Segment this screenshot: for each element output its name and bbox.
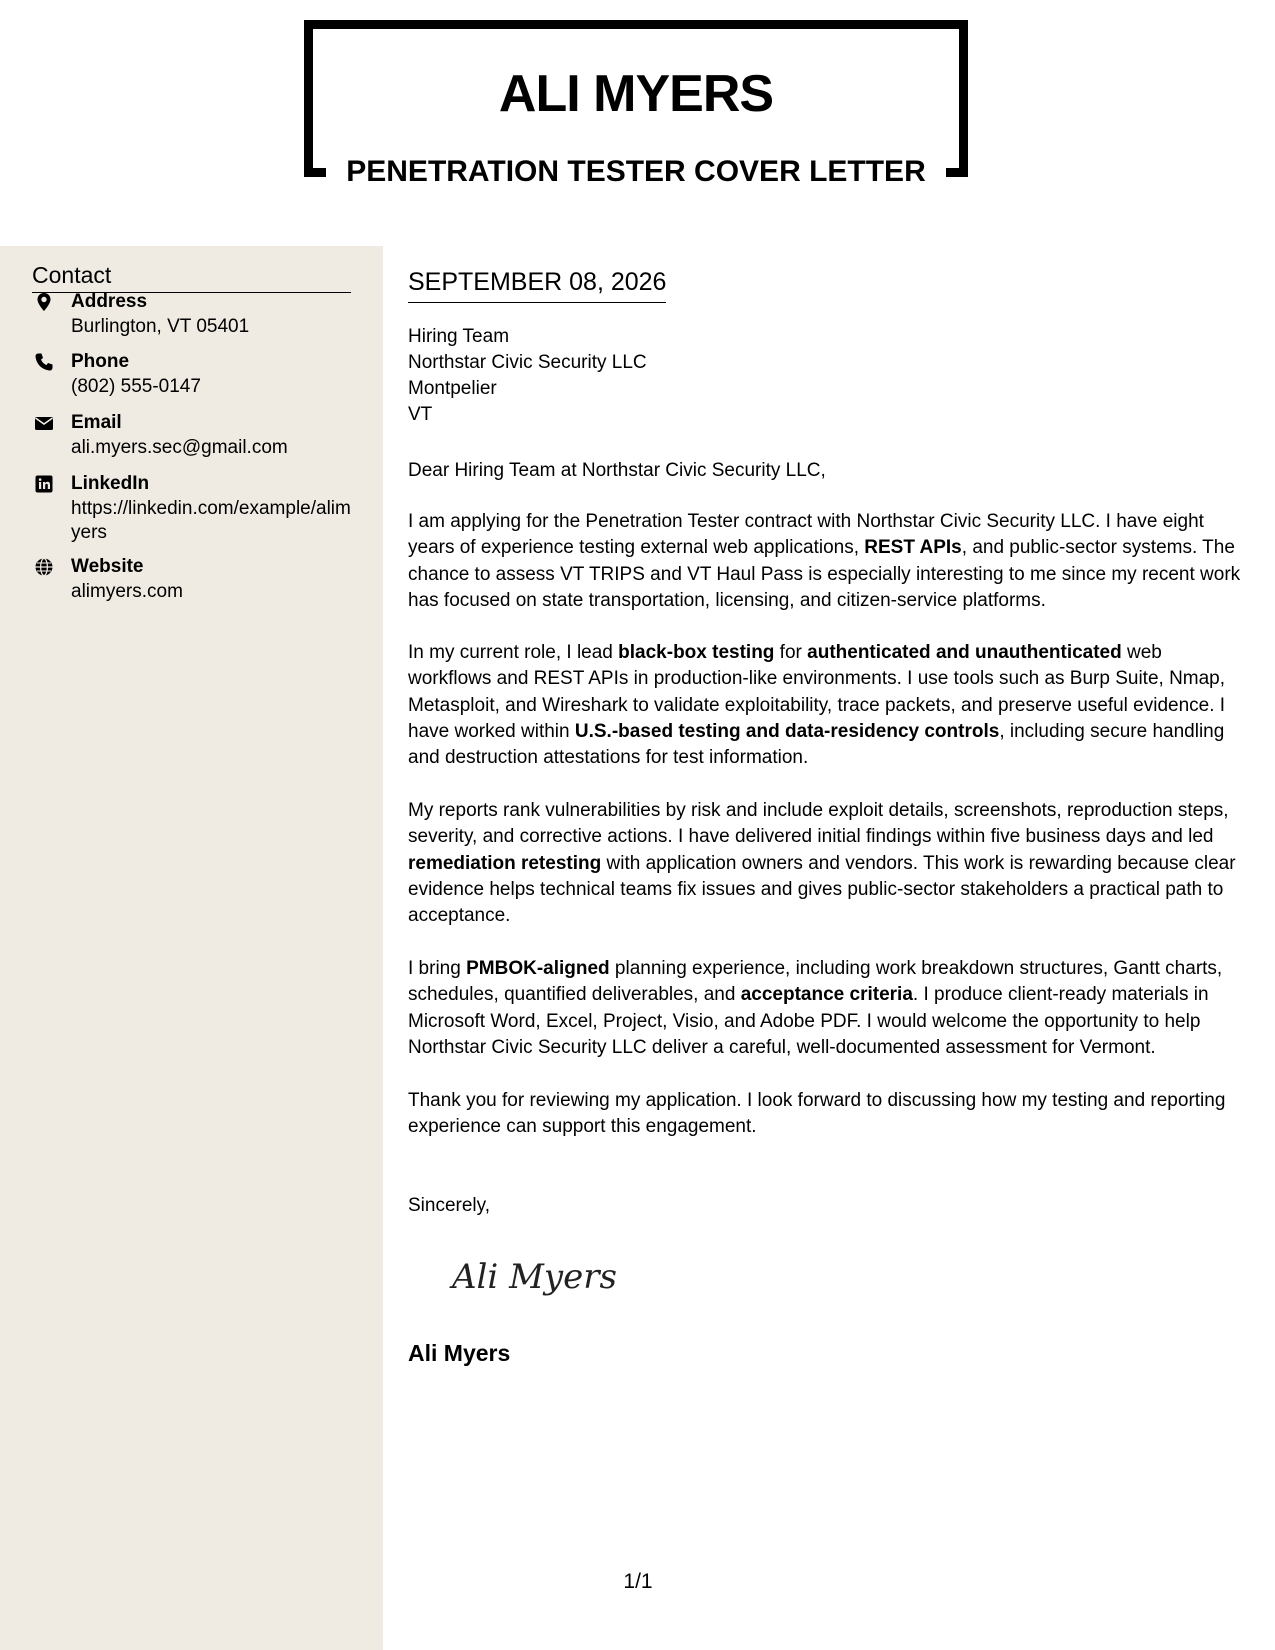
paragraph-2 [408,640,1248,771]
document-title [304,152,968,192]
paragraph-5: Thank you for reviewing my application. I look forward to discussing how my testing and reporting experience can support this engagement. [408,1090,1226,1138]
paragraph-4 [408,956,1248,1061]
contact-label: Phone [71,351,130,372]
contact-label: LinkedIn [71,473,150,494]
text-run: . I produce client-ready materials in Microsoft Word, Excel, Project, Visio, and Adobe PDF. I would welcome the opportunity to help Northstar Civic Security LLC deliver a careful, well-documented assessment for Vermont. [408,984,1209,1058]
text-run: planning experience, including work breakdown structures, Gantt charts, schedules, quantified deliverables, and [408,958,1223,1006]
contact-label: Address [71,291,148,312]
page-number: 1/1 [623,1570,653,1593]
paragraph-1 [408,509,1248,614]
recipient-line: VT [408,404,433,425]
linkedin-icon [34,474,54,494]
contact-label: Email [71,412,122,433]
phone-icon [34,352,54,372]
text-run-bold: black-box testing [618,642,775,663]
document-title-text: PENETRATION TESTER COVER LETTER [336,155,935,188]
contact-value: (802) 555-0147 [71,376,201,397]
recipient-line: Montpelier [408,378,497,399]
text-run-bold: PMBOK-aligned [466,958,610,979]
applicant-name: ALI MYERS [498,65,774,123]
letter-date: SEPTEMBER 08, 2026 [408,266,666,303]
signer-name: Ali Myers [408,1340,511,1366]
text-run-bold: remediation retesting [408,852,602,874]
contact-sidebar [0,246,383,1650]
letter-header [0,0,1275,246]
closing: Sincerely, [408,1195,491,1216]
text-run: , and public-sector systems. The chance to assess VT TRIPS and VT Haul Pass is especially interesting to me since my recent work has focused on state transportation, licensing, and citizen-service platforms. [408,537,1241,611]
email-icon [34,413,54,433]
contact-value[interactable]: https://linkedin.com/example/alimyers [71,498,351,543]
text-run: for [774,642,808,663]
text-run: In my current role, I lead [408,642,619,663]
recipient-line: Hiring Team [408,326,510,347]
contact-value: ali.myers.sec@gmail.com [71,437,288,458]
text-run-bold: authenticated and unauthenticated [807,642,1122,663]
text-run: I am applying for the Penetration Tester contract with Northstar Civic Security LLC. I have eight years of experience testing external web applications, [408,511,1204,559]
text-run-bold: acceptance criteria [740,984,913,1006]
contact-label: Website [71,556,144,577]
text-run: with application owners and vendors. This work is rewarding because clear evidence helps technical teams fix issues and gives public-sector stakeholders a practical path to acceptance. [408,852,1236,927]
text-run: , including secure handling and destruction attestations for test information. [408,720,1225,769]
globe-icon [34,557,54,577]
text-run-bold: REST APIs [864,537,962,559]
recipient-line: Northstar Civic Security LLC [408,352,647,373]
recipient-block [408,324,647,428]
location-pin-icon [34,292,54,312]
paragraph-3 [408,798,1248,929]
text-run: web workflows and REST APIs in production-like environments. I use tools such as Burp Suite, Nmap, Metasploit, and Wireshark to validate exploitability, trace packets, and preserve useful evidence. I have worked within [408,642,1226,742]
contact-value[interactable]: alimyers.com [71,581,183,602]
signature-script: Ali Myers [452,1257,617,1297]
contact-value: Burlington, VT 05401 [71,316,250,337]
handwritten-signature [448,1248,648,1308]
text-run: My reports rank vulnerabilities by risk and include exploit details, screenshots, reproduction steps, severity, and corrective actions. I have delivered initial findings within five business days and led [408,800,1229,848]
text-run: I bring [408,958,467,979]
text-run-bold: U.S.-based testing and data-residency controls [574,720,1000,742]
contact-heading: Contact [32,260,351,293]
salutation: Dear Hiring Team at Northstar Civic Security LLC, [408,460,826,481]
